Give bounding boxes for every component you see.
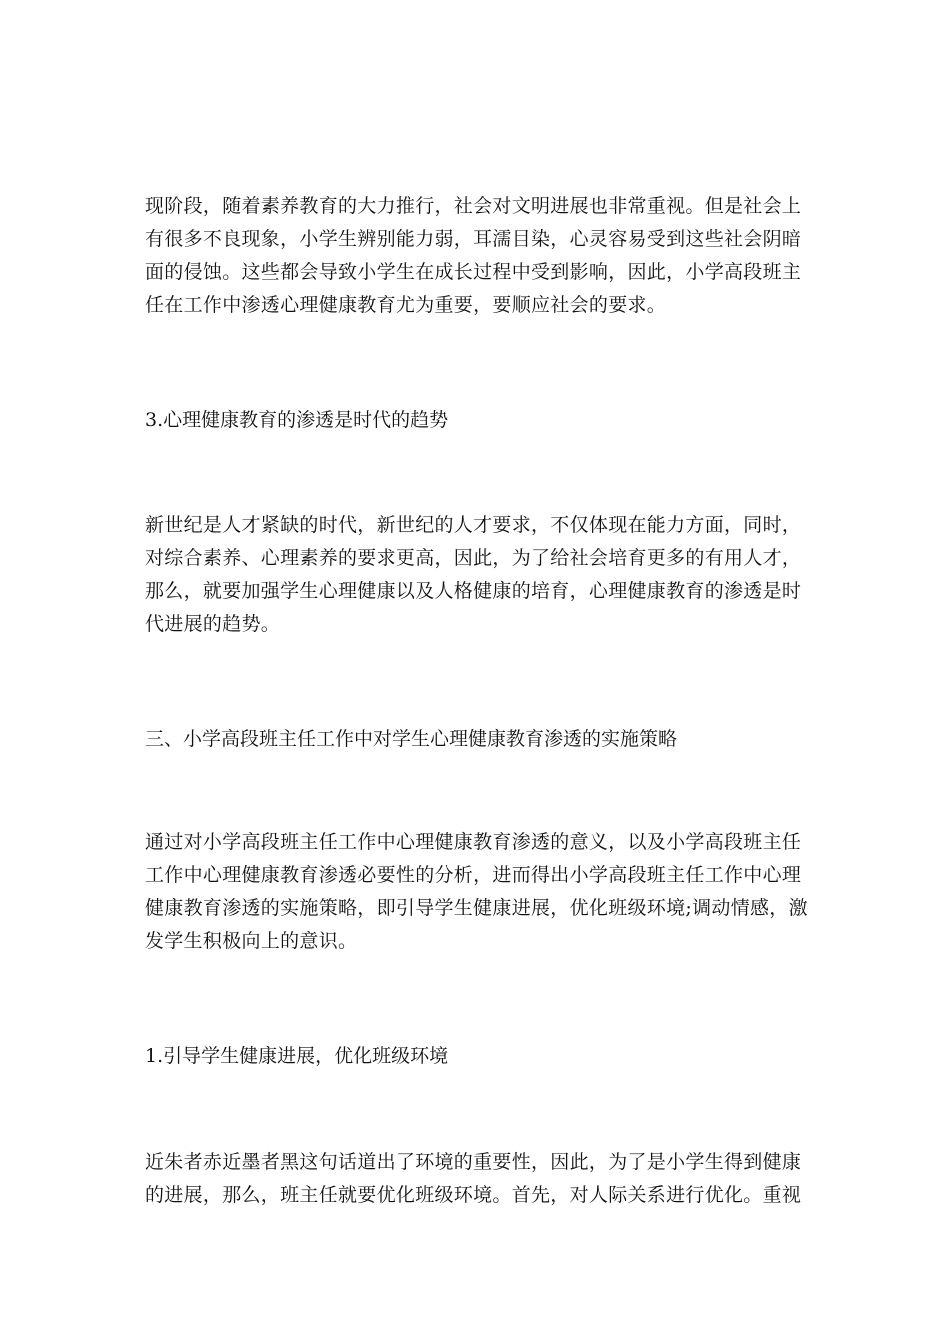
paragraph-strategy-overview bbox=[145, 826, 810, 958]
paragraph-line: 近朱者赤近墨者黑这句话道出了环境的重要性，因此，为了是小学生得到健康 bbox=[145, 1151, 802, 1173]
paragraph-line: 面的侵蚀。这些都会导致小学生在成长过程中受到影响，因此，小学高段班主 bbox=[145, 261, 802, 283]
paragraph-line: 工作中心理健康教育渗透必要性的分析，进而得出小学高段班主任工作中心理 bbox=[145, 864, 802, 886]
paragraph-line: 现阶段，随着素养教育的大力推行，社会对文明进展也非常重视。但是社会上 bbox=[145, 195, 802, 217]
paragraph-line: 代进展的趋势。 bbox=[145, 613, 281, 635]
subheading-1: 1.引导学生健康进展，优化班级环境 bbox=[145, 1045, 449, 1067]
paragraph-line: 任在工作中渗透心理健康教育尤为重要，要顺应社会的要求。 bbox=[145, 294, 667, 316]
paragraph-environment bbox=[145, 1146, 810, 1212]
paragraph-line: 新世纪是人才紧缺的时代，新世纪的人才要求，不仅体现在能力方面，同时， bbox=[145, 514, 802, 536]
subheading-3: 3.心理健康教育的渗透是时代的趋势 bbox=[145, 409, 449, 431]
paragraph-social-influence bbox=[145, 190, 810, 322]
paragraph-line: 那么，就要加强学生心理健康以及人格健康的培育，心理健康教育的渗透是时 bbox=[145, 580, 802, 602]
paragraph-era-trend bbox=[145, 509, 810, 641]
paragraph-line: 有很多不良现象，小学生辨别能力弱，耳濡目染，心灵容易受到这些社会阴暗 bbox=[145, 228, 802, 250]
section-heading-3: 三、小学高段班主任工作中对学生心理健康教育渗透的实施策略 bbox=[145, 728, 678, 750]
paragraph-line: 的进展，那么，班主任就要优化班级环境。首先，对人际关系进行优化。重视 bbox=[145, 1184, 802, 1206]
paragraph-line: 健康教育渗透的实施策略，即引导学生健康进展，优化班级环境;调动情感，激 bbox=[145, 897, 808, 919]
paragraph-line: 通过对小学高段班主任工作中心理健康教育渗透的意义，以及小学高段班主任 bbox=[145, 831, 802, 853]
paragraph-line: 对综合素养、心理素养的要求更高，因此，为了给社会培育更多的有用人才， bbox=[145, 547, 802, 569]
paragraph-line: 发学生积极向上的意识。 bbox=[145, 930, 358, 952]
